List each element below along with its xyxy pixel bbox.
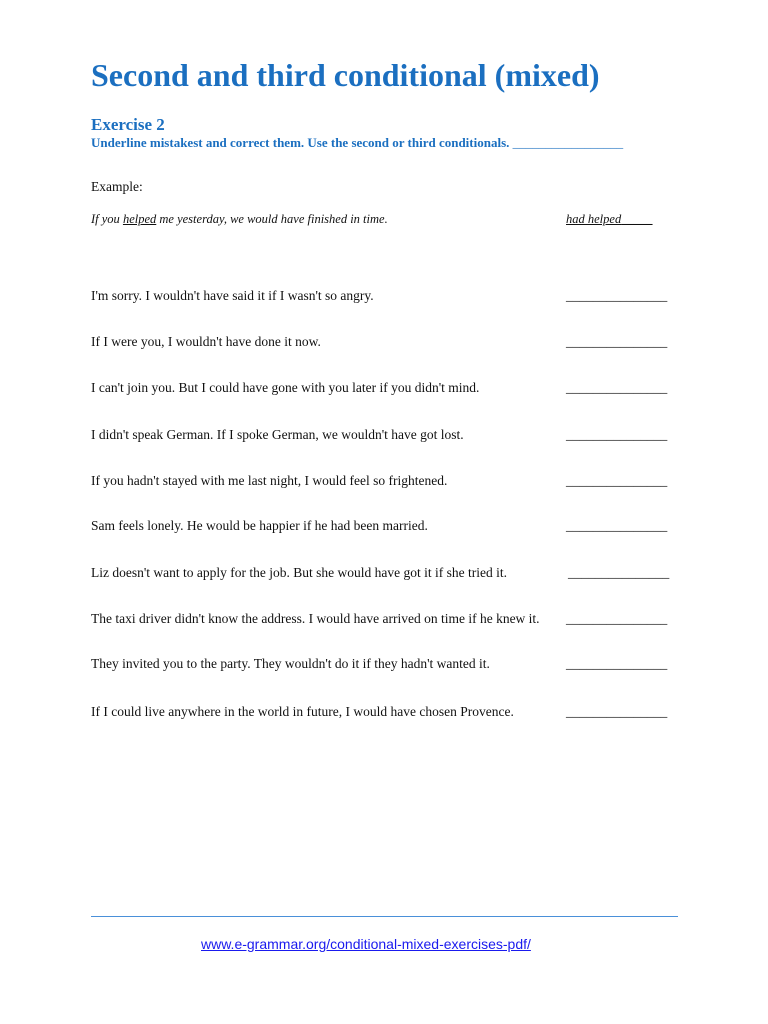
answer-blank[interactable]: _______________	[568, 565, 670, 580]
example-sentence-end: me yesterday, we would have finished in time.	[156, 212, 388, 226]
instructions-blank: _________________	[512, 135, 624, 150]
example-label: Example:	[91, 179, 143, 194]
exercise-sentence: If I were you, I wouldn't have done it now.	[91, 334, 321, 349]
example-sentence-start: If you	[91, 212, 123, 226]
exercise-sentence: I didn't speak German. If I spoke German, we wouldn't have got lost.	[91, 427, 464, 442]
footer-divider	[91, 916, 678, 917]
exercise-instructions	[91, 135, 623, 151]
example-answer-text: had helped	[566, 212, 622, 226]
answer-blank[interactable]: _______________	[566, 704, 668, 719]
answer-blank[interactable]: _______________	[566, 518, 668, 533]
answer-blank[interactable]: _______________	[566, 656, 668, 671]
exercise-sentence: If I could live anywhere in the world in future, I would have chosen Provence.	[91, 704, 514, 719]
footer-website-link[interactable]: www.e-grammar.org/conditional-mixed-exercises-pdf/	[201, 936, 531, 952]
example-answer	[566, 212, 652, 227]
answer-blank[interactable]: _______________	[566, 334, 668, 349]
instructions-text: Underline mistakest and correct them. Use the second or third conditionals.	[91, 135, 510, 150]
page-title: Second and third conditional (mixed)	[91, 57, 600, 93]
exercise-sentence: Sam feels lonely. He would be happier if he had been married.	[91, 518, 428, 533]
exercise-sentence: I can't join you. But I could have gone with you later if you didn't mind.	[91, 380, 480, 395]
answer-blank[interactable]: _______________	[566, 611, 668, 626]
exercise-sentence: Liz doesn't want to apply for the job. But she would have got it if she tried it.	[91, 565, 507, 580]
exercise-sentence: I'm sorry. I wouldn't have said it if I wasn't so angry.	[91, 288, 374, 303]
answer-blank[interactable]: _______________	[566, 288, 668, 303]
answer-blank[interactable]: _______________	[566, 380, 668, 395]
exercise-heading: Exercise 2	[91, 115, 165, 134]
exercise-sentence: If you hadn't stayed with me last night, I would feel so frightened.	[91, 473, 448, 488]
example-answer-blank: _____	[621, 212, 653, 226]
answer-blank[interactable]: _______________	[566, 427, 668, 442]
exercise-sentence: The taxi driver didn't know the address. I would have arrived on time if he knew it.	[91, 611, 540, 626]
example-mistake-word: helped	[122, 212, 157, 226]
answer-blank[interactable]: _______________	[566, 473, 668, 488]
example-sentence	[91, 212, 388, 227]
exercise-sentence: They invited you to the party. They wouldn't do it if they hadn't wanted it.	[91, 656, 490, 671]
